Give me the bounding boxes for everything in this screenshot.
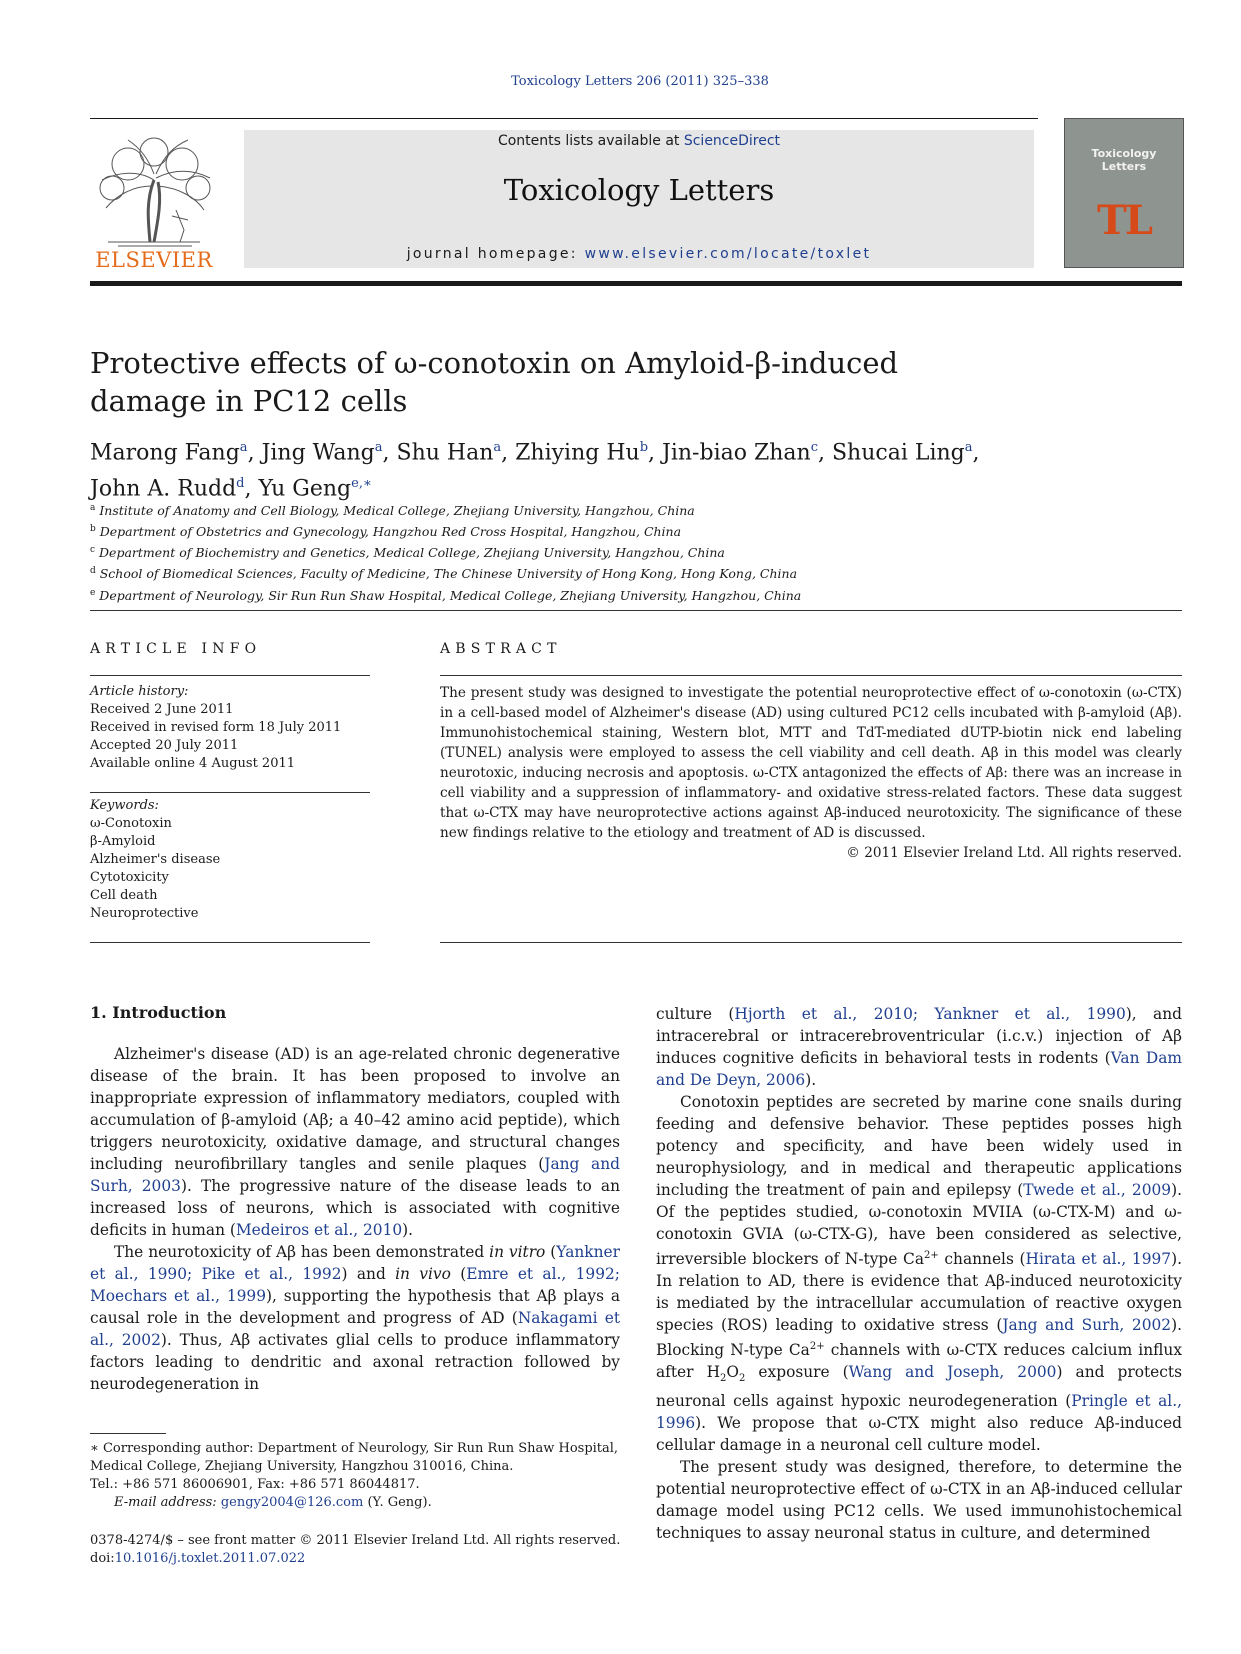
author-affiliation-marker[interactable]: c: [810, 440, 818, 455]
tel-fax: Tel.: +86 571 86006901, Fax: +86 571 86044817.: [90, 1477, 420, 1492]
citation-link[interactable]: Hirata et al., 1997: [1025, 1250, 1172, 1269]
text-run: ). We propose that ω-CTX might also reduce Aβ-induced cellular damage in a neuronal cell culture model.: [656, 1414, 1182, 1455]
doi-line: [90, 1550, 650, 1568]
keywords: [90, 797, 370, 923]
citation-link[interactable]: Pringle et al., 1996: [656, 1392, 1183, 1433]
keyword: β-Amyloid: [90, 834, 156, 849]
affiliation-text: Department of Obstetrics and Gynecology, Hangzhou Red Cross Hospital, Hangzhou, China: [95, 524, 682, 540]
affiliation: [90, 520, 990, 541]
journal-citation[interactable]: Toxicology Letters 206 (2011) 325–338: [511, 74, 769, 89]
author-name: Shucai Ling: [831, 440, 965, 466]
text-run: ).: [402, 1221, 414, 1239]
author-name: Jing Wang: [261, 440, 375, 466]
history-item: Received in revised form 18 July 2011: [90, 720, 342, 735]
text-run: ) and protects neuronal cells against hypoxic neurodegeneration (: [656, 1363, 1182, 1411]
text-run: ), and intracerebral or intracerebroventricular (i.c.v.) injection of Aβ induces cognitive deficits in behavioral tests in rodents (: [656, 1005, 1182, 1067]
citation-link[interactable]: Emre et al., 1992; Moechars et al., 1999: [90, 1265, 620, 1305]
header-divider: [90, 118, 1038, 119]
cover-initials: TL: [1097, 197, 1151, 244]
text-run: 2: [720, 1373, 727, 1385]
affiliation-text: Department of Biochemistry and Genetics, Medical College, Zhejiang University, Hangzhou, China: [95, 545, 725, 561]
text-run: (: [450, 1265, 467, 1283]
journal-banner: [244, 130, 1034, 268]
keyword: Alzheimer's disease: [90, 852, 221, 867]
article-info-heading: ARTICLE INFO: [90, 641, 262, 657]
corresponding-author-footnote: [90, 1440, 620, 1512]
text-run: The present study was designed, therefore, to determine the potential neuroprotective effect of ω-CTX in an Aβ-induced cellular damage model using PC12 cells. We used immunohistochemical techniques to assay neuronal status in culture, and determined: [656, 1458, 1182, 1543]
text-run: exposure (: [745, 1363, 849, 1382]
citation-link[interactable]: Jang and Surh, 2003: [90, 1155, 620, 1195]
affiliation-list: [90, 499, 990, 605]
cover-title-line2: Letters: [1101, 160, 1147, 173]
article-title: [90, 344, 990, 420]
abstract-heading: ABSTRACT: [440, 641, 562, 657]
corresponding-author: ∗ Corresponding author: Department of Neurology, Sir Run Run Shaw Hospital, Medical College, Zhejiang University, Hangzhou 310016, China.: [90, 1441, 619, 1474]
text-run: ).: [805, 1071, 817, 1089]
author-name: Yu Geng: [258, 476, 352, 502]
body-right-column: [656, 1003, 1182, 1544]
abstract-text: The present study was designed to investigate the potential neuroprotective effect of ω-conotoxin (ω-CTX) in a cell-based model of Alzheimer's disease (AD) using cultured PC12 cells incubated with β-amyloid (Aβ). Immunohistochemical staining, Western blot, MTT and TdT-mediated dUTP-biotin nick end labeling (TUNEL) analysis were employed to assess the cell viability and cell death. Aβ in this model was clearly neurotoxic, inducing necrosis and apoptosis. ω-CTX antagonized the effects of Aβ: there was an increase in cell viability and a suppression of inflammatory- and oxidative stress-related factors. These data suggest that ω-CTX may have neuroprotective actions against Aβ-induced neurotoxicity. The significance of these new findings relative to the etiology and treatment of AD is discussed.: [440, 685, 1182, 841]
affiliation: [90, 562, 990, 583]
affiliation-key: b: [90, 524, 96, 535]
text-run: 2: [739, 1373, 746, 1385]
abstract-copyright: © 2011 Elsevier Ireland Ltd. All rights reserved.: [846, 845, 1182, 861]
keyword: ω-Conotoxin: [90, 816, 172, 831]
citation-link[interactable]: Jang and Surh, 2002: [1002, 1316, 1172, 1335]
body-paragraph: [90, 1043, 620, 1241]
author-name: Shu Han: [396, 440, 494, 466]
issn-line: 0378-4274/$ – see front matter © 2011 Elsevier Ireland Ltd. All rights reserved.: [90, 1533, 621, 1548]
affiliation-text: School of Biomedical Sciences, Faculty of Medicine, The Chinese University of Hong Kong, Hong Kong, China: [95, 566, 798, 582]
text-run: (: [545, 1243, 557, 1261]
affiliation-text: Institute of Anatomy and Cell Biology, Medical College, Zhejiang University, Hangzhou, China: [95, 503, 695, 519]
article-title-line2: damage in PC12 cells: [90, 384, 408, 418]
homepage-link[interactable]: www.elsevier.com/locate/toxlet: [584, 246, 872, 262]
body-paragraph: [656, 1091, 1182, 1456]
citation-link[interactable]: Medeiros et al., 2010: [235, 1221, 403, 1239]
info-divider: [90, 675, 370, 676]
history-item: Received 2 June 2011: [90, 702, 234, 717]
author-name: Jin-biao Zhan: [662, 440, 811, 466]
email-line: [90, 1494, 620, 1512]
author-name: Zhiying Hu: [515, 440, 640, 466]
author-affiliation-marker[interactable]: d: [236, 476, 245, 492]
keyword: Neuroprotective: [90, 906, 199, 921]
publisher-logo-text: ELSEVIER: [95, 248, 213, 272]
info-divider: [90, 942, 370, 943]
text-run: ). In relation to AD, there is evidence that Aβ-induced neurotoxicity is mediated by the intracellular accumulation of reactive oxygen species (ROS) leading to oxidative stress (: [656, 1250, 1183, 1335]
history-item: Accepted 20 July 2011: [90, 738, 239, 753]
history-item: Available online 4 August 2011: [90, 756, 296, 771]
citation-link[interactable]: Van Dam and De Deyn, 2006: [656, 1049, 1183, 1089]
contents-prefix: Contents lists available at: [497, 133, 684, 149]
author-list: Marong Fang$^a$, Jing Wang$^a$, Shu Han$^a$, Zhiying Hu$^b$, Jin-biao Zhan$^c$, Shucai Ling$^a$, John A. Rudd$^d$, Yu Geng$^{e,∗}$: [90, 440, 980, 502]
author-name: John A. Rudd: [90, 476, 237, 502]
text-run: 2+: [809, 1341, 825, 1353]
text-run: in vivo: [395, 1265, 451, 1283]
doi-link[interactable]: 10.1016/j.toxlet.2011.07.022: [114, 1551, 306, 1566]
email-link[interactable]: gengy2004@126.com: [220, 1495, 364, 1510]
homepage-prefix: journal homepage:: [406, 246, 585, 262]
history-label: Article history:: [90, 684, 189, 699]
text-run: O: [726, 1363, 739, 1382]
front-matter: [90, 1532, 650, 1568]
affiliation-key: c: [90, 545, 96, 556]
affiliation-divider: [90, 610, 1182, 611]
cover-title: [1065, 147, 1183, 173]
text-run: channels with ω-CTX reduces calcium influx after H: [656, 1341, 1182, 1382]
body-paragraph: [656, 1456, 1182, 1544]
affiliation: [90, 541, 990, 562]
author-affiliation-marker[interactable]: a: [374, 440, 383, 455]
text-run: ). Thus, Aβ activates glial cells to produce inflammatory factors leading to dendritic and axonal retraction followed by neurodegeneration in: [90, 1331, 620, 1393]
text-run: ) and: [341, 1265, 396, 1283]
affiliation-key: d: [90, 566, 96, 577]
citation-link[interactable]: Nakagami et al., 2002: [90, 1309, 621, 1349]
text-run: ), supporting the hypothesis that Aβ plays a causal role in the development and progress of AD (: [90, 1287, 620, 1327]
author-affiliation-marker[interactable]: a: [239, 440, 248, 455]
body-paragraph: [656, 1003, 1182, 1091]
affiliation-key: e: [90, 587, 96, 598]
abstract-divider: [440, 942, 1182, 943]
affiliation: [90, 499, 990, 520]
body-left-column: [90, 1043, 620, 1395]
info-divider: [90, 792, 370, 793]
header-thick-rule: [90, 281, 1182, 286]
journal-title: Toxicology Letters: [503, 173, 775, 207]
abstract-divider: [440, 675, 1182, 676]
contents-line: [244, 133, 1034, 149]
affiliation-key: a: [90, 503, 96, 513]
author-affiliation-marker[interactable]: a: [964, 440, 973, 455]
citation-link[interactable]: Hjorth et al., 2010; Yankner et al., 1990: [734, 1005, 1126, 1023]
article-title-line1: Protective effects of ω-conotoxin on Amyloid-β-induced: [90, 346, 899, 380]
abstract-body: [440, 683, 1182, 863]
introduction-heading: 1. Introduction: [90, 1003, 227, 1022]
text-run: Alzheimer's disease (AD) is an age-related chronic degenerative disease of the brain. It has been proposed to involve an inappropriate expression of inflammatory mediators, coupled with accumulation of β-amyloid (Aβ; a 40–42 amino acid peptide), which triggers neurotoxicity, oxidative damage, and structural changes including neurofibrillary tangles and senile plaques (: [90, 1045, 620, 1173]
article-history: [90, 683, 370, 773]
keyword: Cytotoxicity: [90, 870, 169, 885]
text-run: Conotoxin peptides are secreted by marine cone snails during feeding and defensive behavior. These peptides posses high potency and specificity, and have been widely used in neurophysiology, and in medical and therapeutic applications including the treatment of pain and epilepsy (: [656, 1093, 1182, 1199]
affiliation-text: Department of Neurology, Sir Run Run Shaw Hospital, Medical College, Zhejiang University, Hangzhou, China: [95, 587, 802, 603]
citation-link[interactable]: Twede et al., 2009: [1023, 1181, 1172, 1199]
text-run: The neurotoxicity of Aβ has been demonstrated: [114, 1243, 490, 1261]
sciencedirect-link[interactable]: ScienceDirect: [683, 133, 781, 149]
email-name: (Y. Geng).: [363, 1495, 432, 1510]
email-label: E-mail address:: [114, 1495, 221, 1510]
affiliation: [90, 584, 990, 605]
keyword: Cell death: [90, 888, 158, 903]
text-run: channels (: [938, 1250, 1026, 1269]
text-run: in vitro: [489, 1243, 546, 1261]
citation-link[interactable]: Yankner et al., 1990; Pike et al., 1992: [90, 1243, 620, 1283]
doi-label: doi:: [90, 1551, 115, 1566]
text-run: 2+: [924, 1250, 939, 1261]
homepage-line: [244, 246, 1034, 262]
text-run: ). Of the peptides studied, ω-conotoxin MVIIA (ω-CTX-M) and ω-conotoxin GVIA (ω-CTX-G), have been considered as selective, irreversible blockers of N-type Ca: [656, 1181, 1183, 1269]
keywords-label: Keywords:: [90, 798, 159, 813]
citation-link[interactable]: Wang and Joseph, 2000: [848, 1363, 1057, 1382]
text-run: culture (: [656, 1005, 735, 1023]
text-run: ). Blocking N-type Ca: [656, 1316, 1182, 1360]
journal-cover-thumbnail[interactable]: [1064, 118, 1184, 268]
author-affiliation-marker[interactable]: b: [639, 440, 649, 455]
body-paragraph: [90, 1241, 620, 1395]
cover-title-line1: Toxicology: [1091, 147, 1157, 160]
text-run: ). The progressive nature of the disease leads to an increased loss of neurons, which is associated with cognitive deficits in human (: [90, 1177, 620, 1239]
footnote-rule: [90, 1433, 166, 1434]
author-affiliation-marker[interactable]: a: [493, 440, 502, 455]
author-name: Marong Fang: [90, 440, 240, 466]
author-affiliation-marker[interactable]: e,∗: [351, 476, 372, 492]
